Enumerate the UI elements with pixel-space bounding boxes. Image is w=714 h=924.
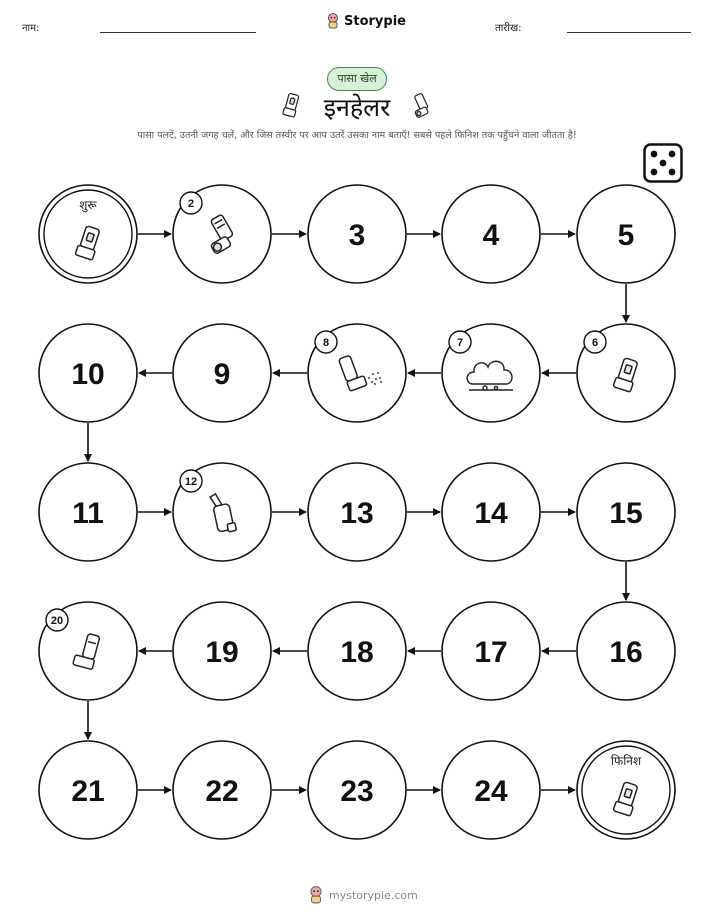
- board-cell-25[interactable]: [577, 741, 675, 839]
- board-cell-11[interactable]: [39, 463, 137, 561]
- cell-number: 22: [205, 775, 239, 808]
- brand-name: Storypie: [344, 13, 406, 29]
- board-cell-24[interactable]: [442, 741, 540, 839]
- cell-badge-text: 20: [50, 615, 64, 627]
- cell-number: 23: [340, 775, 374, 808]
- cell-number: 3: [348, 219, 366, 252]
- board-cell-8[interactable]: [308, 324, 406, 422]
- footer: [308, 886, 418, 904]
- cell-number: 14: [474, 497, 508, 530]
- board-cell-13[interactable]: [308, 463, 406, 561]
- cell-number: 19: [205, 636, 239, 669]
- footer-url[interactable]: mystorypie.com: [329, 888, 418, 902]
- cell-number-badge: [315, 331, 337, 353]
- cell-number: 24: [474, 775, 508, 808]
- cell-number: 11: [72, 497, 104, 530]
- cell-number: 5: [617, 219, 635, 252]
- board-cell-21[interactable]: [39, 741, 137, 839]
- date-label: तारीख:: [495, 23, 522, 34]
- board-cell-9[interactable]: [173, 324, 271, 422]
- name-label: नाम:: [22, 23, 40, 34]
- cell-number-badge: [180, 470, 202, 492]
- cell-number: 10: [71, 358, 105, 391]
- cell-badge-text: 8: [322, 337, 330, 349]
- board-cell-4[interactable]: [442, 185, 540, 283]
- board-cell-22[interactable]: [173, 741, 271, 839]
- board-cell-10[interactable]: [39, 324, 137, 422]
- game-type-badge: पासा खेल: [327, 67, 387, 91]
- cell-number-badge: [584, 331, 606, 353]
- page-title: इनहेलर: [323, 93, 391, 122]
- board-cell-18[interactable]: [308, 602, 406, 700]
- finish-label: फिनिश: [610, 754, 642, 768]
- cell-number: 15: [609, 497, 643, 530]
- board-cell-19[interactable]: [173, 602, 271, 700]
- instructions: पासा पलटें, उतनी जगह चलें, और जिस तस्वीर पर आप उतरें उसका नाम बताएँ! सबसे पहले फिनिश तक पहुँचने वाला जीतता है!: [137, 130, 577, 141]
- cell-badge-text: 12: [184, 476, 198, 488]
- board-cell-23[interactable]: [308, 741, 406, 839]
- board-cell-6[interactable]: [577, 324, 675, 422]
- board-cell-16[interactable]: [577, 602, 675, 700]
- cell-number: 9: [213, 358, 231, 391]
- cell-number-badge: [46, 609, 68, 631]
- board-cell-15[interactable]: [577, 463, 675, 561]
- cell-number: 18: [340, 636, 374, 669]
- cell-badge-text: 6: [591, 337, 599, 349]
- cell-number: 17: [474, 636, 508, 669]
- cell-number-badge: [180, 192, 202, 214]
- storypie-logo-icon: [308, 886, 324, 904]
- board-cell-20[interactable]: [39, 602, 137, 700]
- board-cell-17[interactable]: [442, 602, 540, 700]
- board-cell-5[interactable]: [577, 185, 675, 283]
- cell-badge-text: 7: [456, 337, 464, 349]
- cell-number: 16: [609, 636, 643, 669]
- start-label: शुरू: [79, 198, 97, 212]
- board-cell-12[interactable]: [173, 463, 271, 561]
- cell-number: 21: [71, 775, 105, 808]
- board-cell-14[interactable]: [442, 463, 540, 561]
- cell-number: 13: [340, 497, 374, 530]
- cell-badge-text: 2: [187, 198, 195, 210]
- cell-number: 4: [482, 219, 500, 252]
- board-cell-3[interactable]: [308, 185, 406, 283]
- board-cell-1[interactable]: [39, 185, 137, 283]
- board-cell-7[interactable]: [442, 324, 540, 422]
- cell-number-badge: [449, 331, 471, 353]
- board-cell-2[interactable]: [173, 185, 271, 283]
